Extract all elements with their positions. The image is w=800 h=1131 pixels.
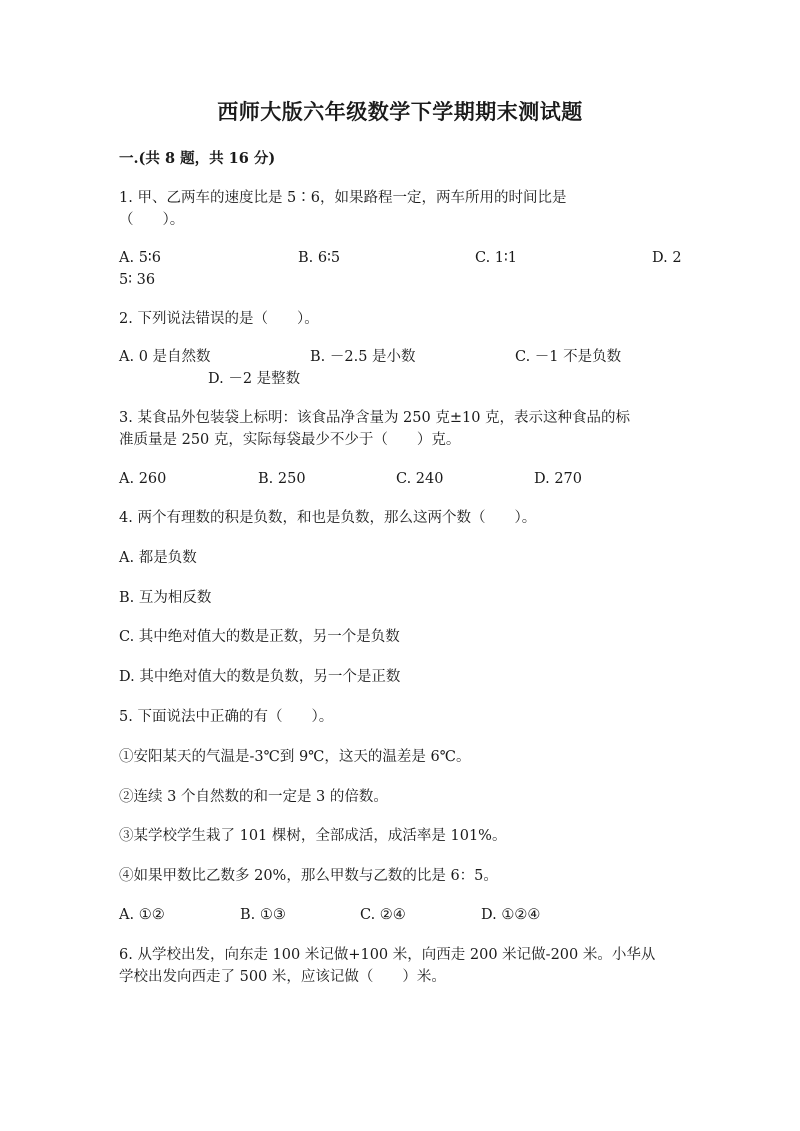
q3-option-d: D. 270 (534, 471, 583, 487)
q5-statement-2: ②连续 3 个自然数的和一定是 3 的倍数。 (119, 789, 388, 805)
q4-stem: 4. 两个有理数的积是负数，和也是负数，那么这两个数（ ）。 (119, 510, 537, 526)
q1-option-a: A. 5∶6 (119, 250, 161, 266)
page-title: 西师大版六年级数学下学期期末测试题 (217, 99, 583, 124)
q3-option-b: B. 250 (258, 471, 306, 487)
q1-option-d: D. 2 (652, 250, 682, 266)
q1-option-c: C. 1∶1 (475, 250, 518, 266)
section-heading: 一.(共 8 题，共 16 分) (119, 150, 276, 167)
q2-option-a: A. 0 是自然数 (119, 349, 211, 365)
q1-stem-line1: 1. 甲、乙两车的速度比是 5∶6，如果路程一定，两车所用的时间比是 (119, 190, 567, 206)
q4-option-d: D. 其中绝对值大的数是负数，另一个是正数 (119, 669, 401, 685)
q3-option-a: A. 260 (119, 471, 167, 487)
q5-option-d: D. ①②④ (481, 907, 541, 923)
q5-option-a: A. ①② (119, 907, 165, 923)
q1-stem-line2: （ ）。 (119, 212, 185, 228)
q5-statement-1: ①安阳某天的气温是-3℃到 9℃，这天的温差是 6℃。 (119, 749, 471, 765)
q3-option-c: C. 240 (396, 471, 444, 487)
q4-option-b: B. 互为相反数 (119, 590, 212, 606)
q1-option-d-continued: 5∶ 36 (119, 272, 156, 288)
q4-option-c: C. 其中绝对值大的数是正数，另一个是负数 (119, 629, 400, 645)
q5-stem: 5. 下面说法中正确的有（ ）。 (119, 709, 334, 725)
q6-stem-line1: 6. 从学校出发，向东走 100 米记做+100 米，向西走 200 米记做-200 米。小华从 (119, 947, 656, 963)
q2-option-c: C. －1 不是负数 (515, 349, 622, 365)
q5-option-c: C. ②④ (360, 907, 406, 923)
q2-option-b: B. －2.5 是小数 (310, 349, 416, 365)
q5-statement-3: ③某学校学生栽了 101 棵树，全部成活，成活率是 101%。 (119, 828, 507, 844)
q3-stem-line1: 3. 某食品外包装袋上标明：该食品净含量为 250 克±10 克，表示这种食品的标 (119, 410, 631, 426)
q5-option-b: B. ①③ (240, 907, 286, 923)
q2-stem: 2. 下列说法错误的是（ ）。 (119, 311, 319, 327)
q6-stem-line2: 学校出发向西走了 500 米，应该记做（ ）米。 (119, 969, 446, 985)
q5-statement-4: ④如果甲数比乙数多 20%，那么甲数与乙数的比是 6：5。 (119, 868, 498, 884)
q3-stem-line2: 准质量是 250 克，实际每袋最少不少于（ ）克。 (119, 432, 461, 448)
q1-option-b: B. 6∶5 (298, 250, 341, 266)
q2-option-d: D. －2 是整数 (208, 371, 301, 387)
q4-option-a: A. 都是负数 (119, 550, 197, 566)
